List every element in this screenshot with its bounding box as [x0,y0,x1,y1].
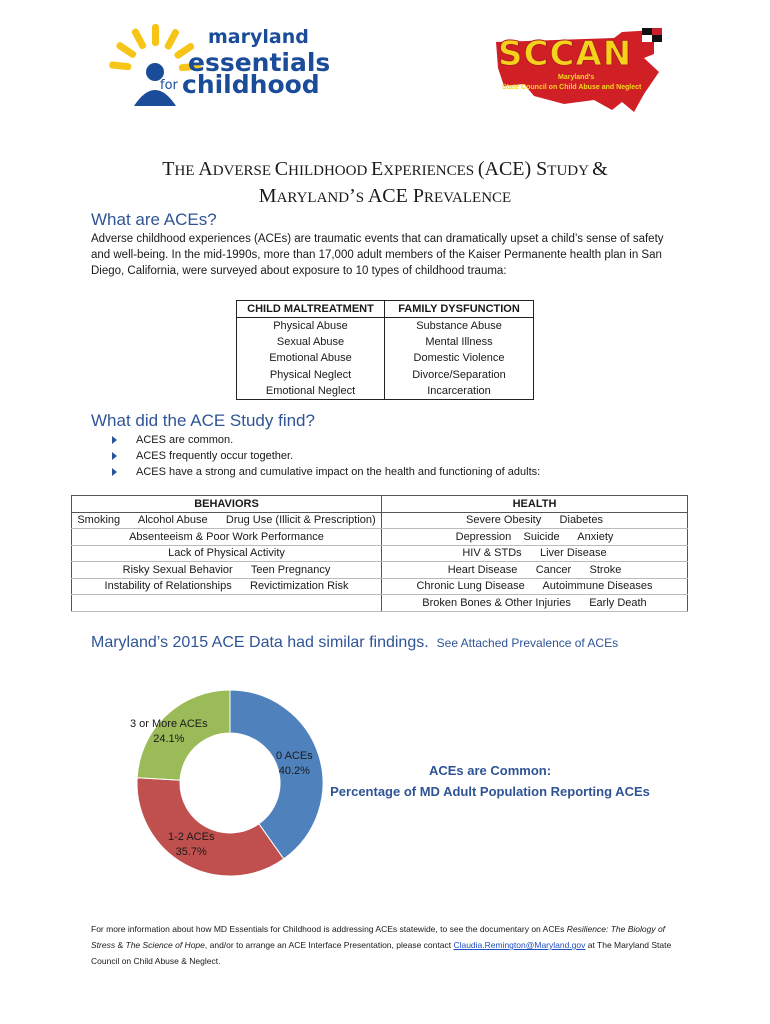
prevalence-reference: See Attached Prevalence of ACEs [436,636,619,650]
slice-label-name: 3 or More ACEs [130,718,208,730]
page-title-line-1 [0,158,770,181]
chart-caption-line-2: Percentage of MD Adult Population Reporting ACEs [330,784,650,799]
maryland-essentials-logo [104,22,356,108]
study-findings-heading: What did the ACE Study find? [91,411,315,430]
table-row [72,562,688,579]
title-fragment: REVALENCE [423,190,512,206]
table-row [237,383,534,400]
title-fragment: ARYLAND [276,190,350,206]
title-fragment: HILDHOOD [288,163,372,179]
table-cell: Incarceration [427,385,491,397]
sccan-wordmark: SCCAN [498,34,633,74]
title-fragment: & [592,158,608,180]
table-cell: Instability of Relationships Revictimization Risk [72,578,382,595]
what-are-aces-heading: What are ACEs? [91,210,217,229]
trauma-types-table [236,300,534,400]
slice-label-3plus [130,717,208,747]
table-cell: Domestic Violence [413,352,505,365]
title-fragment: DVERSE [212,163,275,179]
table-header: BEHAVIORS [72,496,382,513]
table-cell: Physical Neglect [237,367,385,384]
table-cell: Emotional Neglect [237,383,385,400]
logo-word-childhood: childhood [182,70,320,99]
table-cell: Heart Disease Cancer Stroke [382,562,688,579]
sccan-logo [494,24,666,114]
title-fragment: XPERIENCES [383,163,478,179]
table-cell: Substance Abuse [416,319,502,332]
title-fragment: A [198,158,213,180]
table-cell: Chronic Lung Disease Autoimmune Diseases [382,578,688,595]
title-fragment: E [371,158,384,180]
table-header: HEALTH [382,496,688,513]
table-cell: Depression Suicide Anxiety [382,529,688,546]
documentary-title-2: The Science of Hope [125,940,205,950]
chart-caption [320,760,660,802]
list-item-text: ACES are common. [136,434,234,446]
table-row [72,512,688,529]
table-cell: Lack of Physical Activity [72,545,382,562]
logo-word-for: for [160,78,178,93]
table-header: FAMILY DYSFUNCTION [385,301,534,318]
table-row [237,317,534,334]
table-cell: Sexual Abuse [237,334,385,351]
title-fragment: HE [174,163,199,179]
sccan-subtitle-2: State Council on Child Abuse and Neglect [502,84,642,91]
arrow-bullet-icon [112,452,117,460]
slice-label-name: 1-2 ACEs [168,831,215,843]
title-fragment: S [355,190,368,206]
table-cell: Mental Illness [425,335,493,348]
arrow-bullet-icon [112,468,117,476]
logo-word-maryland: maryland [208,26,309,48]
slice-label-0 [276,749,313,779]
table-cell: Emotional Abuse [237,350,385,367]
table-row [72,545,688,562]
footer-text: , and/or to arrange an ACE Interface Presentation, please contact [204,940,454,950]
title-fragment: ACE P [367,185,424,207]
contact-email-link[interactable]: Claudia.Remington@Maryland.gov [453,940,586,950]
aces-definition-paragraph: Adverse childhood experiences (ACEs) are traumatic events that can dramatically upset a child’s sense of safety and well-being. In the mid-1990s, more than 17,000 adult members of the Kaiser Permanente health plan in San Diego, California, were surveyed about exposure to 10 types of childhood trauma: [91,233,664,277]
slice-label-1-2 [168,830,214,860]
maryland-findings-text: Maryland’s 2015 ACE Data had similar findings. [91,634,429,651]
table-cell: Smoking Alcohol Abuse Drug Use (Illicit & Prescription) [72,512,382,529]
table-cell: Risky Sexual Behavior Teen Pregnancy [72,562,382,579]
table-row [72,595,688,612]
impact-table [71,495,688,612]
slice-label-value: 40.2% [278,765,310,777]
title-fragment: TUDY [547,163,593,179]
slice-label-value: 24.1% [153,733,185,745]
logo-word-essentials: essentials [188,48,331,77]
table-cell: Divorce/Separation [412,368,506,381]
page-title-line-2 [0,185,770,208]
table-header: CHILD MALTREATMENT [237,301,385,318]
title-fragment: M [258,185,277,207]
slice-label-value: 35.7% [175,846,207,858]
table-row [237,334,534,351]
title-fragment: ’ [349,185,356,207]
footer-text: at The Maryland State Council on Child Abuse & Neglect. [91,940,672,966]
table-row [237,350,534,367]
table-cell: Severe Obesity Diabetes [382,512,688,529]
slice-label-name: 0 ACEs [276,750,313,762]
title-fragment: T [162,158,175,180]
arrow-bullet-icon [112,436,117,444]
title-fragment: C [274,158,289,180]
table-cell [72,595,382,612]
table-cell: HIV & STDs Liver Disease [382,545,688,562]
footer-contact-note [91,921,681,969]
list-item-text: ACES frequently occur together. [136,450,294,462]
table-cell: Absenteeism & Poor Work Performance [72,529,382,546]
title-fragment: (ACE) S [477,158,548,180]
footer-text: For more information about how MD Essentials for Childhood is addressing ACEs statewide, to see the documentary on ACEs [91,924,567,934]
table-row [72,578,688,595]
documentary-title-1: Resilience: The Biology of Stress [91,924,666,950]
table-cell: Physical Abuse [237,317,385,334]
footer-text: & [115,940,126,950]
sccan-subtitle-1: Maryland's [558,74,595,81]
chart-caption-line-1: ACEs are Common: [428,763,552,778]
table-row [72,529,688,546]
list-item-text: ACES have a strong and cumulative impact on the health and functioning of adults: [136,466,541,478]
table-cell: Broken Bones & Other Injuries Early Death [382,595,688,612]
table-row [237,367,534,384]
